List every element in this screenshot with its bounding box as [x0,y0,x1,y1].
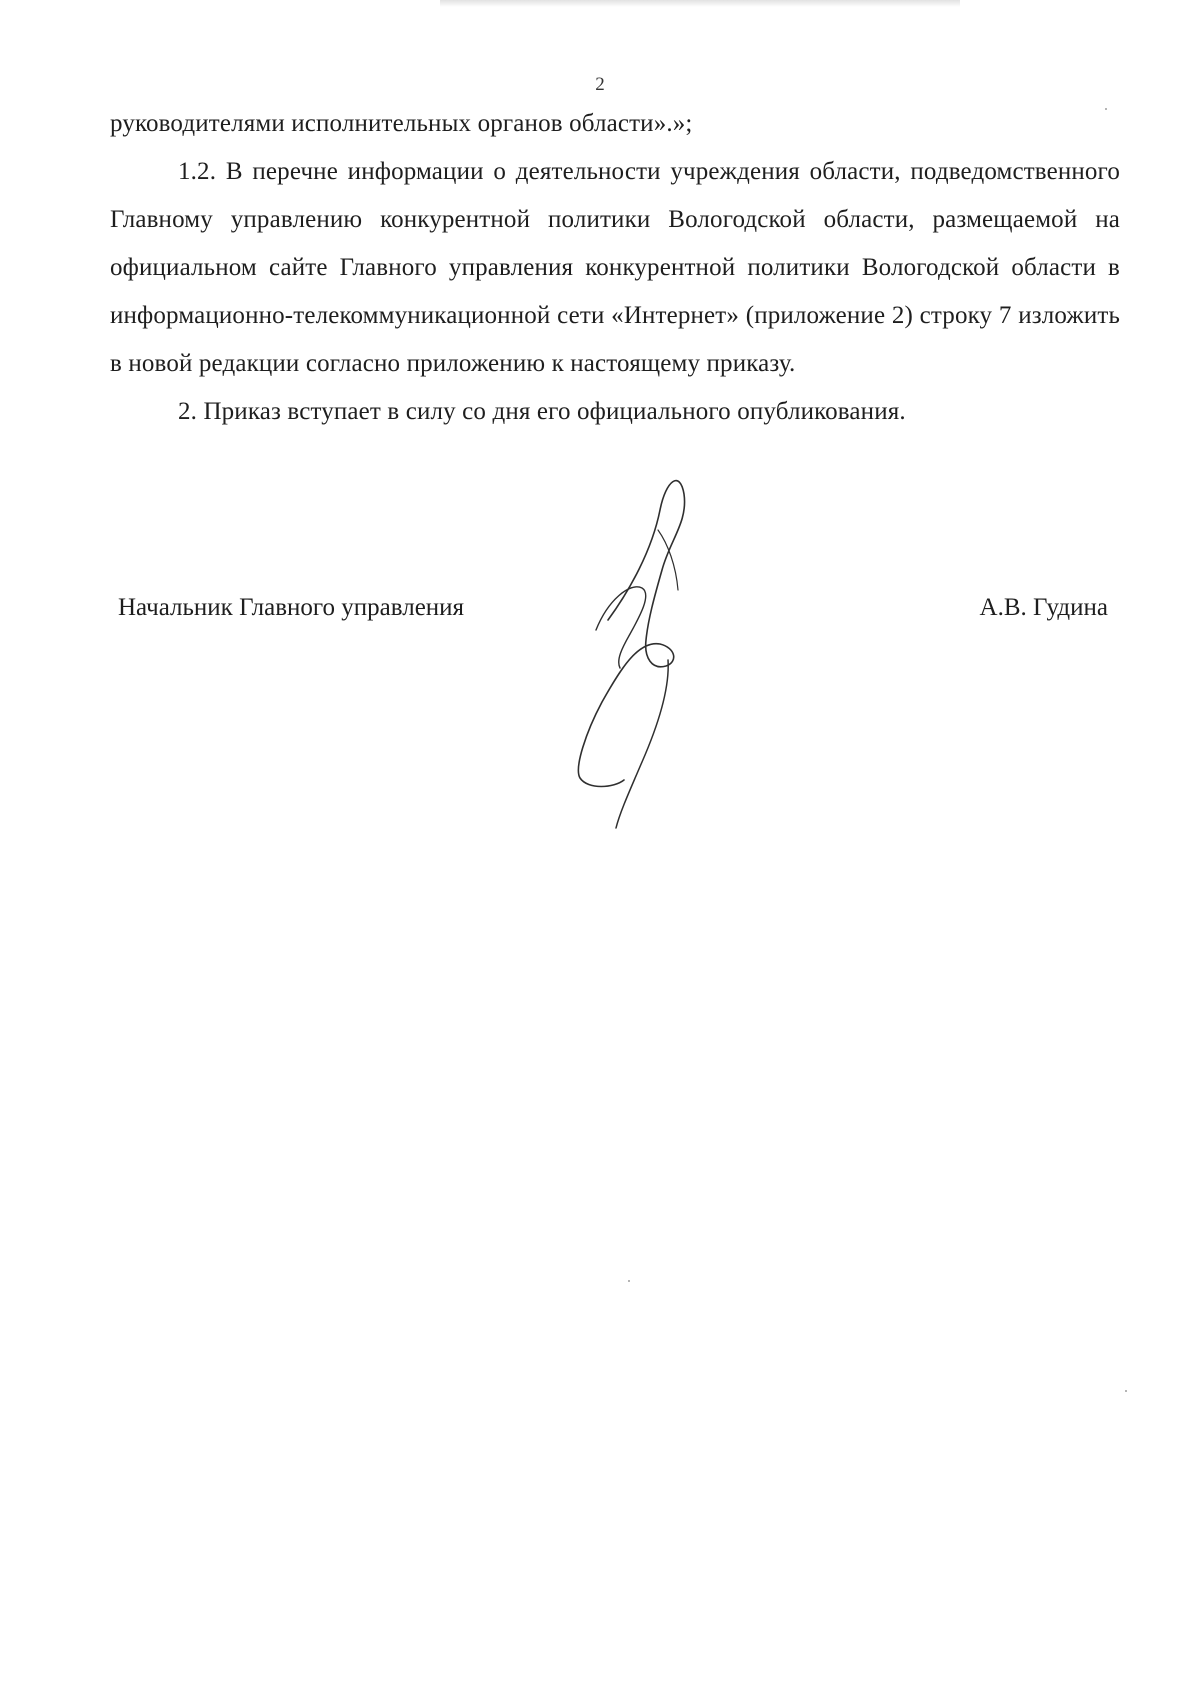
paragraph-continuation: руководителями исполнительных органов области».»; [110,110,693,137]
scan-speck [1125,1390,1127,1392]
paragraph-item-1-2: 1.2. В перечне информации о деятельности учреждения области, подведомственного Главному управлению конкурентной политики Вологодской области, размещаемой на официальном сайте Главного управления конкурентной политики Вологодской области в информационно-телекоммуникационной сети «Интернет» (приложение 2) строку 7 изложить в новой редакции согласно приложению к настоящему приказу. [110,158,1120,377]
body-text [110,100,1120,436]
handwritten-signature [560,470,730,830]
signature-block [118,594,1108,634]
signatory-name: А.В. Гудина [979,594,1108,621]
page-number: 2 [595,74,605,95]
scan-speck [628,1280,630,1282]
scan-shadow [440,0,960,7]
scan-speck [1105,108,1107,110]
signatory-position: Начальник Главного управления [118,594,465,621]
paragraph-item-2: 2. Приказ вступает в силу со дня его официального опубликования. [178,398,906,425]
